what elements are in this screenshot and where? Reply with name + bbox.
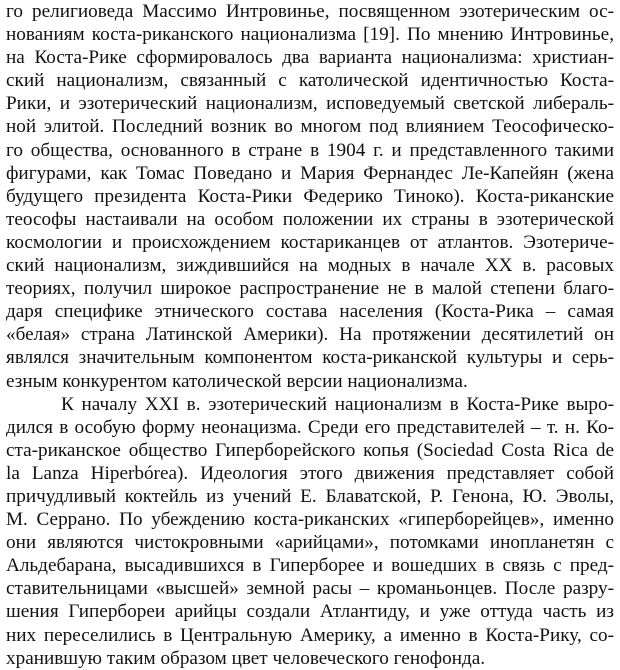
text-line: го религиоведа Массимо Интровинье, посвященном эзотерическим ос- bbox=[6, 1, 614, 22]
paragraph-2 bbox=[6, 393, 614, 670]
text-line: ский национализм, зиждившийся на модных в начале XX в. расовых bbox=[6, 255, 614, 277]
text-line: ной элитой. Последний возник во многом под влиянием Теософическо- bbox=[6, 116, 614, 138]
text-line: хранившую таким образом цвет человеческого генофонда. bbox=[6, 647, 486, 669]
text-line: ский национализм, связанный с католической идентичностью Коста- bbox=[6, 70, 614, 92]
text-line: la Lanza Hiperbórea). Идеология этого движения представляет собой bbox=[6, 462, 614, 484]
text-line: ста-риканское общество Гиперборейского копья (Sociedad Costa Rica de bbox=[6, 439, 614, 461]
text-line: они являются чистокровными «арийцами», потомками инопланетян с bbox=[6, 532, 614, 554]
text-line: теориях, получил широкое распространение не в малой степени благо- bbox=[6, 278, 614, 300]
text-line: «белая» страна Латинской Америки). На протяжении десятилетий он bbox=[6, 324, 614, 346]
text-line: Рики, и эзотерический национализм, исповедуемый светской либераль- bbox=[6, 93, 614, 115]
text-line: дился в особую форму неонацизма. Среди его представителей – т. н. Ко- bbox=[6, 416, 614, 438]
paragraph-1 bbox=[6, 0, 614, 393]
text-line: теософы настаивали на особом положении их страны в эзотерической bbox=[6, 208, 614, 230]
text-line: го общества, основанного в стране в 1904 г. и представленного такими bbox=[6, 139, 614, 161]
text-line: на Коста-Рике сформировалось два варианта национализма: христиан- bbox=[6, 47, 614, 69]
text-line: даря специфике этнического состава населения (Коста-Рика – самая bbox=[6, 301, 614, 323]
text-line: них переселились в Центральную Америку, а именно в Коста-Рику, со- bbox=[6, 624, 614, 646]
text-line: космологии и происхождением костариканцев от атлантов. Эзотериче- bbox=[6, 231, 614, 253]
text-line: М. Серрано. По убеждению коста-риканских «гиперборейцев», именно bbox=[6, 509, 614, 531]
text-line: будущего президента Коста-Рики Федерико Тиноко). Коста-риканские bbox=[6, 185, 614, 207]
text-line: шения Гипербореи арийцы создали Атлантиду, и уже оттуда часть из bbox=[6, 601, 614, 623]
text-line: причудливый коктейль из учений Е. Блаватской, Р. Генона, Ю. Эволы, bbox=[6, 485, 614, 507]
text-line: фигурами, как Томас Поведано и Мария Фернандес Ле-Капейян (жена bbox=[6, 162, 614, 184]
text-line: являлся значительным компонентом коста-риканской культуры и серь- bbox=[6, 347, 614, 369]
text-line: езным конкурентом католической версии национализма. bbox=[6, 370, 468, 392]
text-line: нованиям коста-риканского национализма [19]. По мнению Интровинье, bbox=[6, 24, 614, 46]
text-line: К началу XXI в. эзотерический национализм в Коста-Рике выро- bbox=[61, 393, 614, 415]
text-line: ставительницами «высшей» земной расы – кроманьонцев. После разру- bbox=[6, 578, 614, 600]
text-line: Альдебарана, высадившихся в Гиперборее и вошедших в связь с пред- bbox=[6, 555, 614, 577]
